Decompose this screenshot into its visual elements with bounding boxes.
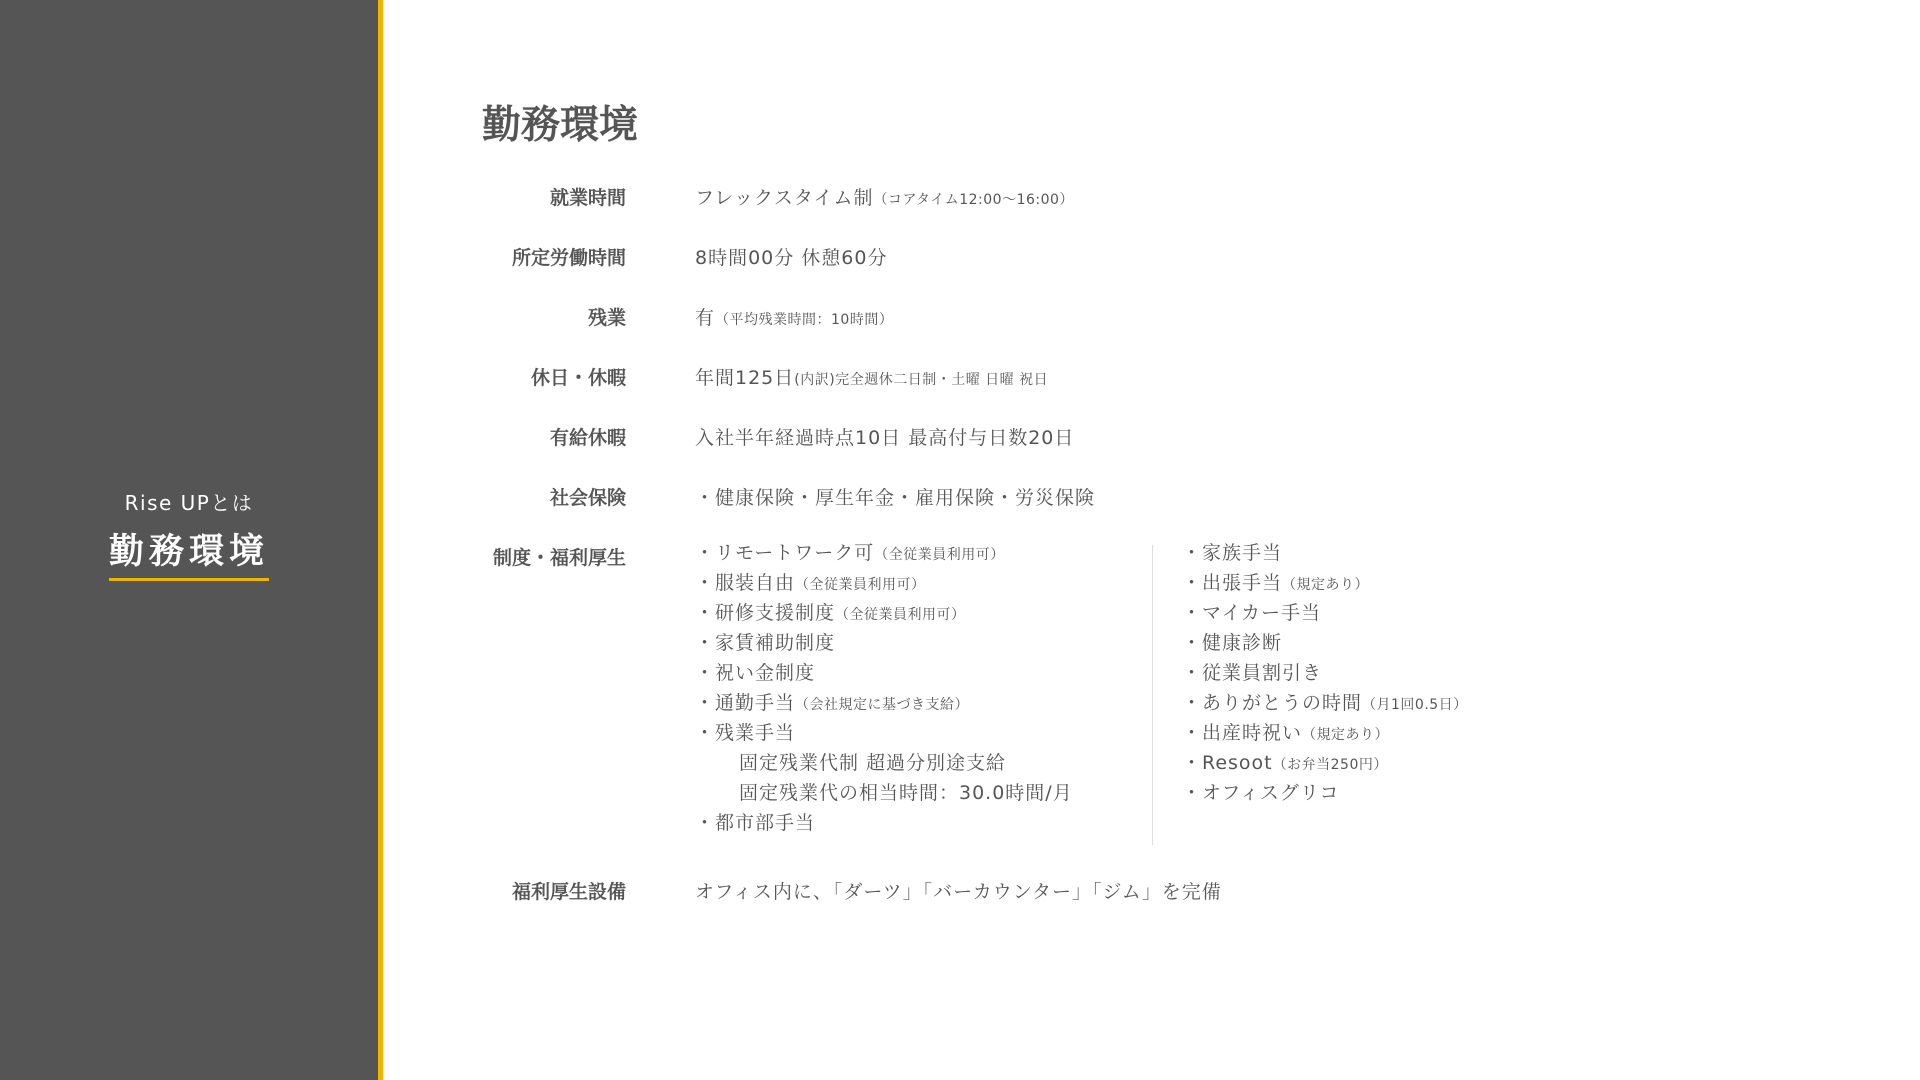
benefits-list-left [695,538,1073,838]
list-item: ・リモートワーク可（全従業員利用可） [695,542,1005,564]
label-paid-leave: 有給休暇 [549,427,626,449]
list-item: ・服装自由（全従業員利用可） [695,572,926,594]
list-item: ・出産時祝い（規定あり） [1182,722,1390,744]
accent-divider [378,0,383,1080]
value-scheduled-hours: 8時間00分 休憩60分 [695,247,888,269]
sidebar [0,0,378,1080]
list-item: ・都市部手当 [695,812,816,834]
label-holidays: 休日・休暇 [530,367,626,389]
work-hours-text: フレックスタイム制 [695,187,874,209]
value-work-hours [695,183,1074,210]
list-item: 固定残業代制 超過分別途支給 [739,752,1007,774]
list-item: ・ありがとうの時間（月1回0.5日） [1182,692,1468,714]
overtime-text: 有 [695,307,716,329]
sidebar-title: 勤務環境 [109,524,269,581]
list-item: ・従業員割引き [1182,662,1323,684]
value-insurance: ・健康保険・厚生年金・雇用保険・労災保険 [695,487,1096,509]
label-facilities: 福利厚生設備 [511,881,626,903]
list-item: ・健康診断 [1182,632,1283,654]
list-item: ・通勤手当（会社規定に基づき支給） [695,692,970,714]
label-overtime: 残業 [587,307,626,329]
benefits-list-right [1182,538,1468,808]
list-item: ・出張手当（規定あり） [1182,572,1370,594]
work-hours-note: （コアタイム12:00〜16:00） [873,192,1074,208]
value-overtime [695,303,893,330]
label-benefits: 制度・福利厚生 [492,547,626,569]
overtime-note: （平均残業時間：10時間） [715,312,894,328]
list-item: ・Resoot（お弁当250円） [1182,752,1388,774]
holidays-note: (内訳)完全週休二日制・土曜 日曜 祝日 [794,372,1049,388]
holidays-text: 年間125日 [695,367,795,389]
value-facilities: オフィス内に、「ダーツ」「バーカウンター」「ジム」を完備 [695,881,1222,903]
label-scheduled-hours: 所定労働時間 [511,247,626,269]
column-divider [1152,545,1153,845]
list-item: ・家賃補助制度 [695,632,836,654]
list-item: ・残業手当 [695,722,796,744]
list-item: 固定残業代の相当時間：30.0時間/月 [739,782,1073,804]
list-item: ・祝い金制度 [695,662,816,684]
label-work-hours: 就業時間 [549,187,626,209]
sidebar-title-wrap [0,524,378,581]
list-item: ・オフィスグリコ [1182,782,1340,804]
value-paid-leave: 入社半年経過時点10日 最高付与日数20日 [695,427,1075,449]
list-item: ・研修支援制度（全従業員利用可） [695,602,966,624]
value-holidays [695,363,1048,390]
label-insurance: 社会保険 [549,487,626,509]
list-item: ・マイカー手当 [1182,602,1322,624]
list-item: ・家族手当 [1182,542,1283,564]
page-title: 勤務環境 [482,103,639,148]
sidebar-subtitle: Rise UPとは [124,491,254,515]
